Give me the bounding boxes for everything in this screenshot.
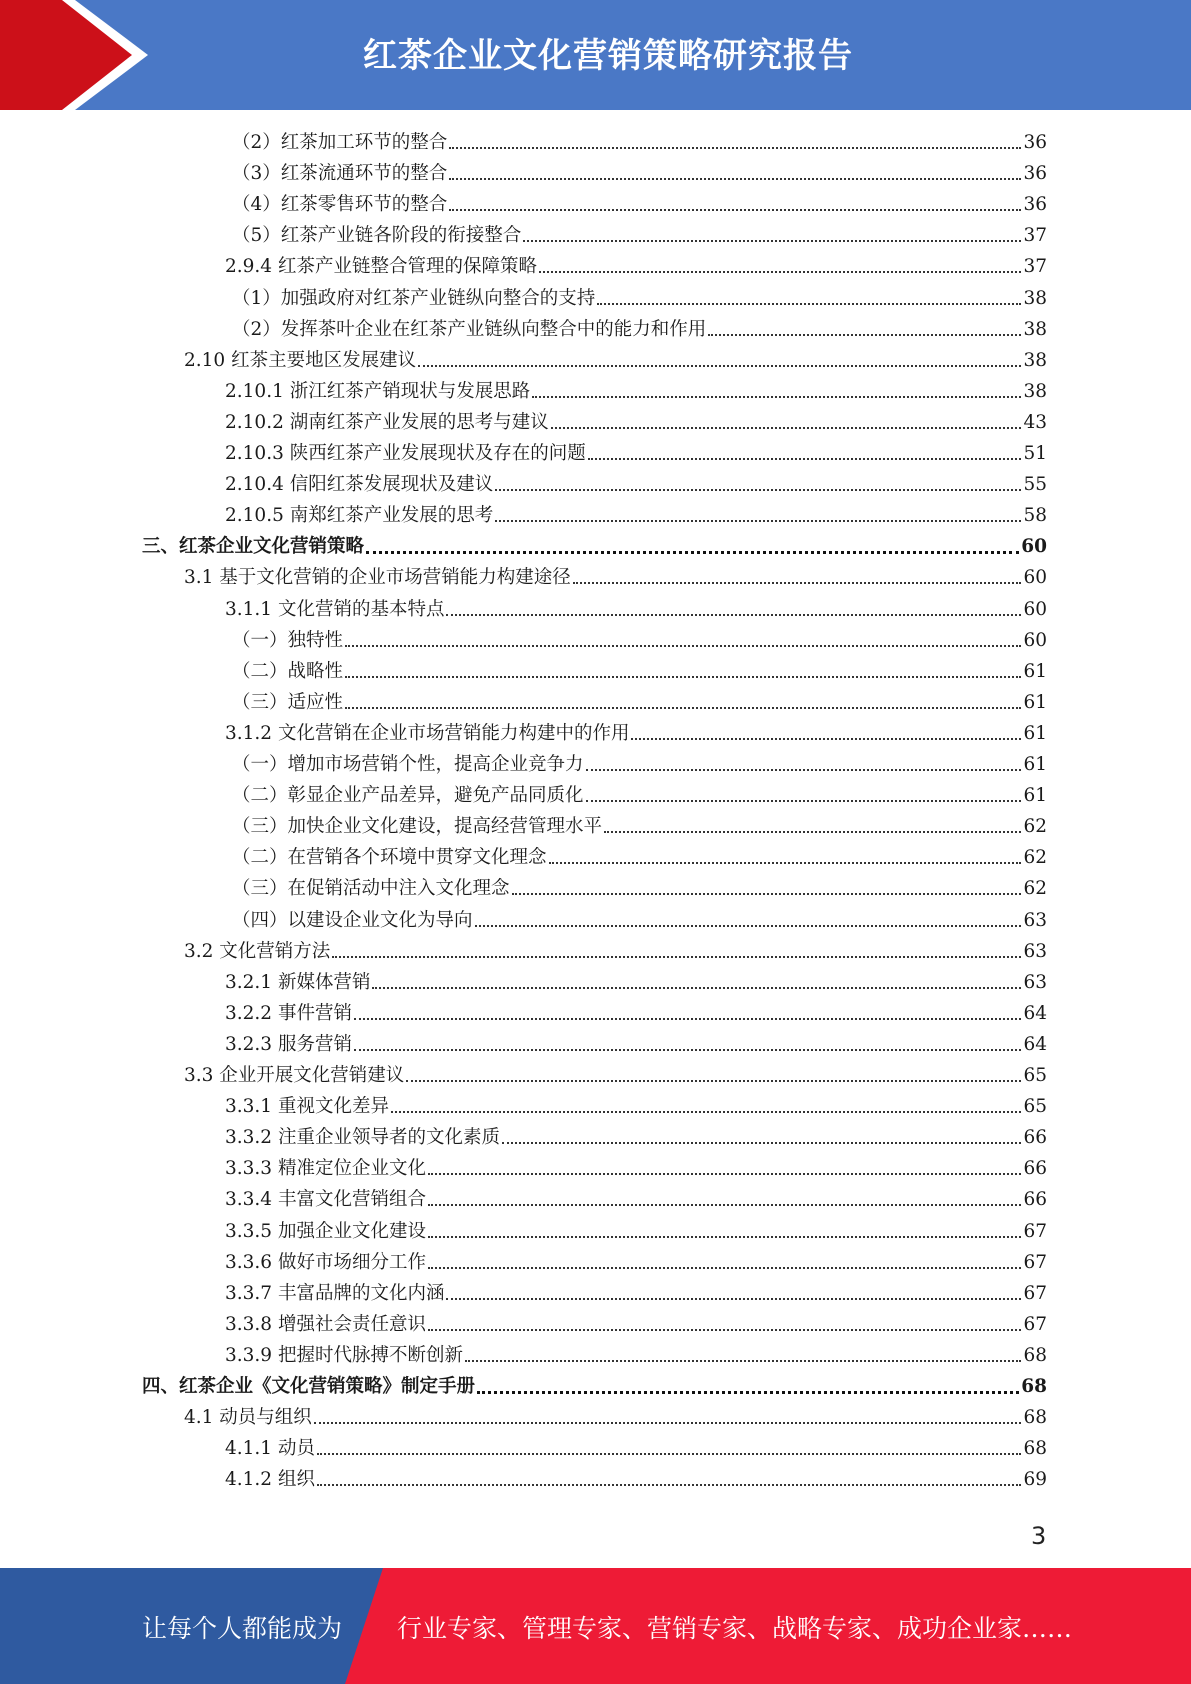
toc-entry-page: 67 <box>1023 1313 1047 1335</box>
page-footer <box>0 1568 1191 1684</box>
toc-entry-page: 66 <box>1023 1158 1047 1180</box>
toc-entry[interactable] <box>225 1153 1047 1184</box>
toc-entry-label: （1）加强政府对红茶产业链纵向整合的支持 <box>232 287 596 309</box>
toc-entry[interactable] <box>232 189 1047 220</box>
toc-entry-page: 61 <box>1023 785 1047 807</box>
toc-entry[interactable] <box>232 905 1047 936</box>
toc-leader-dots <box>345 625 1021 647</box>
toc-entry-page: 61 <box>1023 754 1047 775</box>
toc-entry-label: 2.10 红茶主要地区发展建议 <box>184 349 417 371</box>
toc-leader-dots <box>372 967 1021 989</box>
toc-entry[interactable] <box>232 842 1047 873</box>
toc-entry-label: 2.10.1 浙江红茶产销现状与发展思路 <box>225 380 531 402</box>
toc-entry[interactable] <box>225 1091 1047 1122</box>
toc-entry-label: （5）红茶产业链各阶段的衔接整合 <box>232 225 522 247</box>
toc-entry[interactable] <box>225 1340 1047 1371</box>
toc-entry-label: 三、红茶企业文化营销策略 <box>142 536 365 558</box>
footer-slogan-left: 让每个人都能成为 <box>142 1614 343 1643</box>
toc-entry[interactable] <box>225 594 1047 625</box>
toc-entry[interactable] <box>225 251 1047 282</box>
toc-leader-dots <box>317 1464 1022 1486</box>
toc-entry-page: 60 <box>1023 629 1047 651</box>
toc-entry-label: （一）独特性 <box>232 629 344 651</box>
toc-entry[interactable] <box>232 780 1047 811</box>
toc-entry-label: 4.1.1 动员 <box>225 1438 315 1460</box>
toc-entry-label: 4.1.2 组织 <box>225 1469 315 1491</box>
toc-entry[interactable] <box>225 1247 1047 1278</box>
toc-leader-dots <box>465 1340 1021 1362</box>
toc-entry-page: 63 <box>1023 971 1047 993</box>
toc-entry-page: 60 <box>1023 598 1047 620</box>
toc-leader-dots <box>523 220 1021 242</box>
toc-entry[interactable] <box>184 936 1047 967</box>
toc-entry-page: 68 <box>1023 1407 1047 1429</box>
toc-entry[interactable] <box>225 967 1047 998</box>
toc-entry[interactable] <box>184 1060 1047 1091</box>
toc-entry[interactable] <box>232 811 1047 842</box>
toc-leader-dots <box>406 1060 1021 1082</box>
toc-entry-label: 2.10.4 信阳红茶发展现状及建议 <box>225 474 494 496</box>
toc-leader-dots <box>631 718 1021 740</box>
toc-entry-page: 37 <box>1023 225 1047 247</box>
toc-entry-page: 58 <box>1023 505 1047 527</box>
footer-slogan-right: 行业专家、管理专家、营销专家、战略专家、成功企业家…… <box>397 1614 1073 1643</box>
toc-entry-label: 4.1 动员与组织 <box>184 1407 312 1429</box>
toc-entry-page: 67 <box>1023 1251 1047 1273</box>
toc-entry-label: 3.3.7 丰富品牌的文化内涵 <box>225 1282 445 1304</box>
toc-leader-dots <box>597 283 1021 305</box>
toc-leader-dots <box>549 842 1022 864</box>
toc-entry-label: 3.2 文化营销方法 <box>184 940 331 962</box>
toc-entry-page: 36 <box>1023 132 1047 153</box>
toc-leader-dots <box>495 500 1021 522</box>
toc-leader-dots <box>314 1402 1022 1424</box>
toc-entry-label: （二）战略性 <box>232 660 344 682</box>
toc-entry[interactable] <box>225 1184 1047 1215</box>
toc-entry-label: 3.1.2 文化营销在企业市场营销能力构建中的作用 <box>225 722 630 744</box>
toc-leader-dots <box>449 189 1021 211</box>
toc-entry-page: 38 <box>1023 349 1047 371</box>
toc-entry-label: 3.3.6 做好市场细分工作 <box>225 1251 426 1273</box>
toc-entry-page: 60 <box>1023 567 1047 589</box>
toc-entry-label: （三）适应性 <box>232 691 344 713</box>
toc-entry-page: 62 <box>1023 816 1047 838</box>
toc-leader-dots <box>345 687 1021 709</box>
toc-entry-label: （2）红茶加工环节的整合 <box>232 132 448 153</box>
toc-leader-dots <box>512 873 1022 895</box>
toc-entry-label: 3.2.2 事件营销 <box>225 1002 352 1024</box>
toc-entry[interactable] <box>142 1371 1047 1402</box>
toc-entry-label: （2）发挥茶叶企业在红茶产业链纵向整合中的能力和作用 <box>232 318 707 340</box>
toc-entry[interactable] <box>225 1278 1047 1309</box>
toc-entry[interactable] <box>225 718 1047 749</box>
toc-entry-page: 64 <box>1023 1002 1047 1024</box>
toc-entry-page: 43 <box>1023 411 1047 433</box>
toc-leader-dots <box>449 158 1021 180</box>
toc-entry-label: 2.10.5 南郑红茶产业发展的思考 <box>225 505 494 527</box>
toc-entry[interactable] <box>225 376 1047 407</box>
document-title: 红茶企业文化营销策略研究报告 <box>363 36 853 76</box>
toc-entry-label: 3.3.8 增强社会责任意识 <box>225 1313 426 1335</box>
toc-entry-label: 3.1 基于文化营销的企业市场营销能力构建途径 <box>184 567 571 589</box>
toc-entry-label: （四）以建设企业文化为导向 <box>232 909 473 931</box>
toc-entry-label: 3.3.3 精准定位企业文化 <box>225 1158 426 1180</box>
toc-entry-page: 66 <box>1023 1127 1047 1149</box>
toc-entry[interactable] <box>232 873 1047 904</box>
toc-leader-dots <box>317 1433 1022 1455</box>
toc-entry-page: 68 <box>1021 1376 1047 1397</box>
toc-leader-dots <box>586 749 1022 771</box>
toc-entry[interactable] <box>232 687 1047 718</box>
toc-leader-dots <box>354 1029 1022 1051</box>
toc-leader-dots <box>428 1247 1021 1269</box>
toc-leader-dots <box>446 1278 1021 1300</box>
toc-leader-dots <box>551 407 1022 429</box>
toc-entry-page: 63 <box>1023 909 1047 931</box>
toc-entry-page: 68 <box>1023 1344 1047 1366</box>
toc-entry[interactable] <box>232 158 1047 189</box>
toc-entry[interactable] <box>225 998 1047 1029</box>
toc-entry-page: 62 <box>1023 847 1047 869</box>
toc-entry-page: 36 <box>1023 194 1047 216</box>
toc-entry[interactable] <box>225 500 1047 531</box>
toc-entry-page: 61 <box>1023 660 1047 682</box>
toc-entry[interactable] <box>232 283 1047 314</box>
toc-entry-page: 60 <box>1021 536 1047 558</box>
toc-leader-dots <box>332 936 1021 958</box>
toc-entry-label: （二）彰显企业产品差异，避免产品同质化 <box>232 785 584 807</box>
toc-entry-page: 36 <box>1023 163 1047 185</box>
toc-entry-label: 2.10.3 陕西红茶产业发展现状及存在的问题 <box>225 443 586 464</box>
toc-leader-dots <box>345 656 1021 678</box>
toc-entry-page: 38 <box>1023 380 1047 402</box>
toc-entry-page: 38 <box>1023 287 1047 309</box>
toc-entry[interactable] <box>232 656 1047 687</box>
toc-leader-dots <box>708 314 1021 336</box>
page-number: 3 <box>1031 1522 1047 1550</box>
toc-leader-dots <box>475 905 1022 927</box>
toc-entry-page: 61 <box>1023 691 1047 713</box>
toc-entry[interactable] <box>142 531 1047 562</box>
toc-entry[interactable] <box>184 1402 1047 1433</box>
toc-leader-dots <box>588 438 1022 460</box>
toc-leader-dots <box>502 1122 1021 1144</box>
toc-entry[interactable] <box>225 1029 1047 1060</box>
toc-leader-dots <box>573 562 1022 584</box>
toc-entry-page: 65 <box>1023 1096 1047 1118</box>
toc-entry-page: 64 <box>1023 1033 1047 1055</box>
toc-entry-label: （二）在营销各个环境中贯穿文化理念 <box>232 847 547 869</box>
toc-leader-dots <box>539 251 1021 273</box>
toc-leader-dots <box>495 469 1021 491</box>
toc-leader-dots <box>532 376 1021 398</box>
toc-entry-page: 66 <box>1023 1189 1047 1211</box>
toc-entry[interactable] <box>225 1309 1047 1340</box>
toc-entry-page: 61 <box>1023 722 1047 744</box>
toc-entry[interactable] <box>225 469 1047 500</box>
toc-entry-page: 69 <box>1023 1469 1047 1491</box>
toc-entry-page: 63 <box>1023 940 1047 962</box>
toc-entry-label: 2.10.2 湖南红茶产业发展的思考与建议 <box>225 411 549 433</box>
toc-entry[interactable] <box>184 562 1047 593</box>
toc-entry[interactable] <box>184 345 1047 376</box>
toc-leader-dots <box>477 1371 1019 1394</box>
toc-entry-label: 3.3.5 加强企业文化建设 <box>225 1220 426 1242</box>
toc-entry-page: 51 <box>1023 443 1047 464</box>
toc-entry-label: 3.2.1 新媒体营销 <box>225 971 371 993</box>
toc-entry[interactable] <box>232 220 1047 251</box>
toc-entry-label: 3.3.9 把握时代脉搏不断创新 <box>225 1344 463 1366</box>
toc-entry-page: 65 <box>1023 1065 1047 1086</box>
toc-entry[interactable] <box>232 314 1047 345</box>
toc-entry[interactable] <box>225 1122 1047 1153</box>
toc-entry[interactable] <box>225 438 1047 469</box>
toc-entry[interactable] <box>232 625 1047 656</box>
toc-leader-dots <box>428 1153 1021 1175</box>
toc-entry-page: 55 <box>1023 474 1047 496</box>
toc-leader-dots <box>604 811 1021 833</box>
toc-entry-page: 67 <box>1023 1282 1047 1304</box>
toc-entry-page: 37 <box>1023 256 1047 278</box>
toc-entry-label: （3）红茶流通环节的整合 <box>232 163 448 185</box>
toc-leader-dots <box>586 780 1022 802</box>
toc-entry-page: 68 <box>1023 1438 1047 1460</box>
toc-leader-dots <box>391 1091 1021 1113</box>
toc-entry[interactable] <box>232 127 1047 158</box>
toc-entry[interactable] <box>225 407 1047 438</box>
toc-leader-dots <box>366 531 1019 554</box>
toc-entry-page: 62 <box>1023 878 1047 900</box>
toc-entry[interactable] <box>225 1216 1047 1247</box>
toc-entry-label: （一）增加市场营销个性，提高企业竞争力 <box>232 754 584 775</box>
toc-entry-label: 2.9.4 红茶产业链整合管理的保障策略 <box>225 256 537 278</box>
toc-leader-dots <box>449 127 1021 149</box>
toc-entry-label: 3.1.1 文化营销的基本特点 <box>225 598 445 620</box>
toc-leader-dots <box>418 345 1021 367</box>
toc-leader-dots <box>446 594 1021 616</box>
page-header <box>0 0 1191 110</box>
toc-entry-label: 3.3 企业开展文化营销建议 <box>184 1065 405 1086</box>
toc-entry-label: （4）红茶零售环节的整合 <box>232 194 448 216</box>
toc-entry[interactable] <box>225 1464 1047 1495</box>
toc-entry-label: 3.3.1 重视文化差异 <box>225 1096 389 1118</box>
toc-entry-label: 四、红茶企业《文化营销策略》制定手册 <box>142 1376 476 1397</box>
toc-entry-label: （三）在促销活动中注入文化理念 <box>232 878 510 900</box>
toc-entry[interactable] <box>225 1433 1047 1464</box>
toc-leader-dots <box>354 998 1022 1020</box>
toc-entry-page: 38 <box>1023 318 1047 340</box>
toc-leader-dots <box>428 1216 1021 1238</box>
toc-leader-dots <box>428 1184 1021 1206</box>
toc-entry-label: （三）加快企业文化建设，提高经营管理水平 <box>232 816 603 838</box>
toc-entry-label: 3.3.2 注重企业领导者的文化素质 <box>225 1127 500 1149</box>
toc-entry-page: 67 <box>1023 1220 1047 1242</box>
toc-entry[interactable] <box>232 749 1047 780</box>
toc-leader-dots <box>428 1309 1021 1331</box>
toc-entry-label: 3.3.4 丰富文化营销组合 <box>225 1189 426 1211</box>
toc-entry-label: 3.2.3 服务营销 <box>225 1033 352 1055</box>
